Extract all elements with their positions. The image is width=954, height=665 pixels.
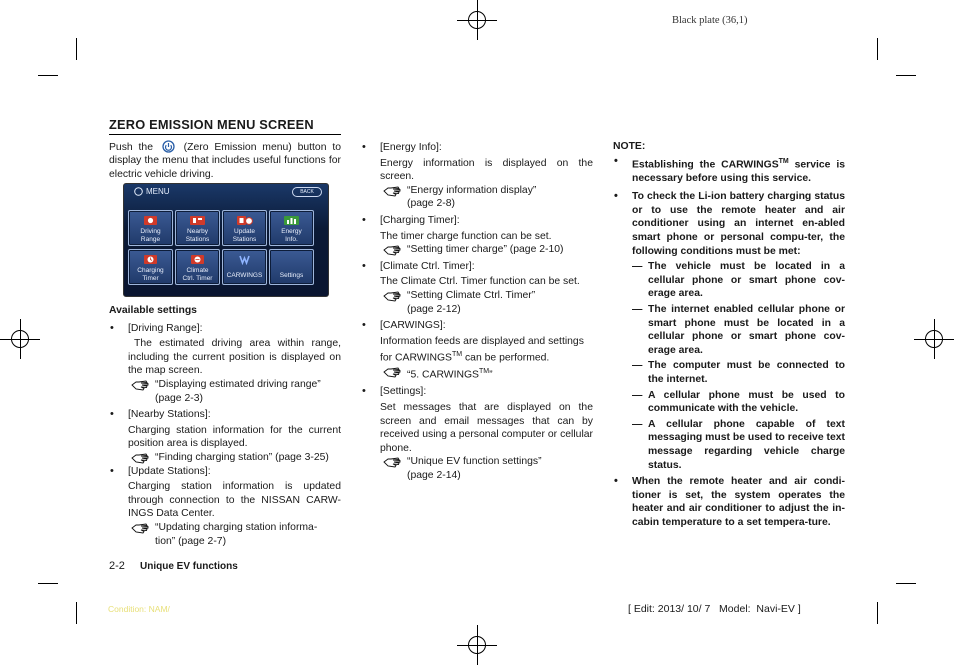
- left-column: [109, 118, 341, 181]
- crop-mark: [76, 602, 77, 624]
- registration-mark-top: [457, 0, 497, 40]
- menu-tile-label: Nearby Stations: [185, 228, 210, 243]
- registration-mark-bottom: [457, 625, 497, 665]
- item-nearby-stations: • [Nearby Stations]:: [109, 408, 341, 422]
- update-stations-icon: [236, 215, 253, 226]
- driving-range-icon: [142, 215, 159, 226]
- menu-tile-nearby[interactable]: [175, 210, 220, 246]
- menu-tile-carwings[interactable]: [222, 249, 267, 285]
- note-condition-4: — A cellular phone must be used to communicate with the vehicle.: [613, 389, 845, 416]
- menu-tile-driving[interactable]: [128, 210, 173, 246]
- plate-label: Black plate (36,1): [672, 15, 748, 26]
- crop-mark: [38, 75, 58, 76]
- charging-timer-icon: [142, 254, 159, 265]
- zero-emission-menu-screen: [123, 183, 329, 297]
- note-condition-3: — The computer must be connected to the internet.: [613, 359, 845, 386]
- reference-hand-icon: [131, 452, 151, 464]
- item-energy-info: • [Energy Info]:: [361, 141, 593, 155]
- nearby-desc: Charging station information for the current position area is displayed.: [128, 424, 341, 450]
- available-heading: Available settings: [109, 305, 197, 316]
- menu-label: MENU: [146, 187, 170, 196]
- registration-mark-right: [914, 319, 954, 359]
- edit-info: [ Edit: 2013/ 10/ 7 Model: Navi-EV ]: [628, 603, 801, 615]
- menu-tile-label: Climate Ctrl. Timer: [182, 267, 213, 282]
- carwings-icon: [236, 254, 253, 265]
- charging-ref: “Setting timer charge” (page 2-10): [361, 243, 593, 257]
- energy-ref: “Energy information display” (page 2-8): [361, 184, 593, 211]
- menu-icon: [134, 187, 143, 196]
- menu-tile-label: Settings: [279, 272, 304, 279]
- item-carwings: • [CARWINGS]:: [361, 319, 593, 333]
- zero-emission-menu-icon: [162, 140, 175, 153]
- settings-desc: Set messages that are displayed on the screen and email messages that can by received using a personal computer or cellular phone.: [380, 402, 593, 454]
- carwings-desc: Information feeds are displayed and settings for CARWINGS™ can be performed.: [380, 335, 584, 364]
- crop-mark: [76, 38, 77, 60]
- note-condition-1: — The vehicle must be located in a cellular phone or smart phone cov-erage area.: [613, 260, 845, 301]
- crop-mark: [896, 75, 916, 76]
- climate-timer-icon: [189, 254, 206, 265]
- note-bullet-conditions: • To check the Li-ion battery charging status or to use the remote heater and air conditioner using an internet en-abled smart phone or personal compu-ter, the following conditions must be met:: [613, 190, 845, 258]
- crop-mark: [38, 583, 58, 584]
- climate-desc: The Climate Ctrl. Timer function can be set.: [380, 276, 580, 288]
- section-title: ZERO EMISSION MENU SCREEN: [109, 118, 341, 135]
- reference-hand-icon: [383, 244, 403, 256]
- note-heading: NOTE:: [613, 141, 646, 152]
- condition-label: Condition: NAM/: [108, 604, 170, 614]
- energy-desc: Energy information is displayed on the screen.: [380, 157, 593, 183]
- settings-icon: [283, 254, 300, 265]
- note-condition-2: — The internet enabled cellular phone or smart phone must be located in a cellular phone or smart phone cov-erage area.: [613, 303, 845, 357]
- menu-tile-charging[interactable]: [128, 249, 173, 285]
- menu-tile-update[interactable]: [222, 210, 267, 246]
- item-driving-range: • [Driving Range]:: [109, 322, 341, 336]
- driving-range-ref: “Displaying estimated driving range” (page 2-3): [109, 378, 341, 405]
- update-ref: “Updating charging station informa- tion” (page 2-7): [109, 521, 341, 548]
- menu-tile-label: Energy Info.: [281, 228, 302, 243]
- crop-mark: [896, 583, 916, 584]
- item-climate-timer: • [Climate Ctrl. Timer]:: [361, 260, 593, 274]
- climate-ref: “Setting Climate Ctrl. Timer” (page 2-12): [361, 289, 593, 316]
- registration-mark-left: [0, 319, 40, 359]
- menu-tile-settings[interactable]: [269, 249, 314, 285]
- nearby-stations-icon: [189, 215, 206, 226]
- page-number: 2-2: [109, 560, 125, 572]
- nearby-ref: “Finding charging station” (page 3-25): [109, 451, 341, 465]
- reference-hand-icon: [383, 456, 403, 468]
- note-bullet-remote: • When the remote heater and air condi-tioner is set, the system operates the heater and air conditioner to adjust the in-cabin temperature to a set tempera-ture.: [613, 475, 845, 529]
- back-button[interactable]: BACK: [292, 187, 322, 197]
- available-settings: [109, 304, 341, 548]
- update-desc: Charging station information is updated through connection to the NISSAN CARW-INGS Data Center.: [128, 481, 341, 520]
- intro-paragraph: Push the (Zero Emission menu) button to display the menu that includes useful functions for electric vehicle driving.: [109, 141, 341, 180]
- charging-desc: The timer charge function can be set.: [380, 230, 552, 242]
- reference-hand-icon: [383, 185, 403, 197]
- reference-hand-icon: [131, 522, 151, 534]
- crop-mark: [877, 602, 878, 624]
- menu-tile-label: Charging Timer: [137, 267, 164, 282]
- chapter-title: Unique EV functions: [140, 561, 238, 572]
- menu-tile-label: CARWINGS: [226, 272, 263, 279]
- menu-tile-label: Update Stations: [232, 228, 257, 243]
- middle-column: [361, 141, 593, 483]
- driving-range-desc: The estimated driving area within range, including the current position is displayed on the map screen.: [128, 338, 341, 377]
- note-condition-5: — A cellular phone capable of text messaging must be used to receive text message regarding vehicle charge status.: [613, 418, 845, 472]
- settings-ref: “Unique EV function settings” (page 2-14): [361, 455, 593, 482]
- item-settings: • [Settings]:: [361, 385, 593, 399]
- reference-hand-icon: [383, 290, 403, 302]
- item-update-stations: • [Update Stations]:: [109, 465, 341, 479]
- crop-mark: [877, 38, 878, 60]
- reference-hand-icon: [131, 379, 151, 391]
- note-column: [613, 140, 845, 530]
- menu-tile-climate[interactable]: [175, 249, 220, 285]
- menu-tile-label: Driving Range: [140, 228, 161, 243]
- reference-hand-icon: [383, 366, 403, 378]
- carwings-ref: “5. CARWINGS™”: [361, 365, 593, 382]
- item-charging-timer: • [Charging Timer]:: [361, 214, 593, 228]
- note-bullet-carwings: • Establishing the CARWINGS™ service is necessary before using this service.: [613, 155, 845, 186]
- menu-tile-energy[interactable]: [269, 210, 314, 246]
- energy-info-icon: [283, 215, 300, 226]
